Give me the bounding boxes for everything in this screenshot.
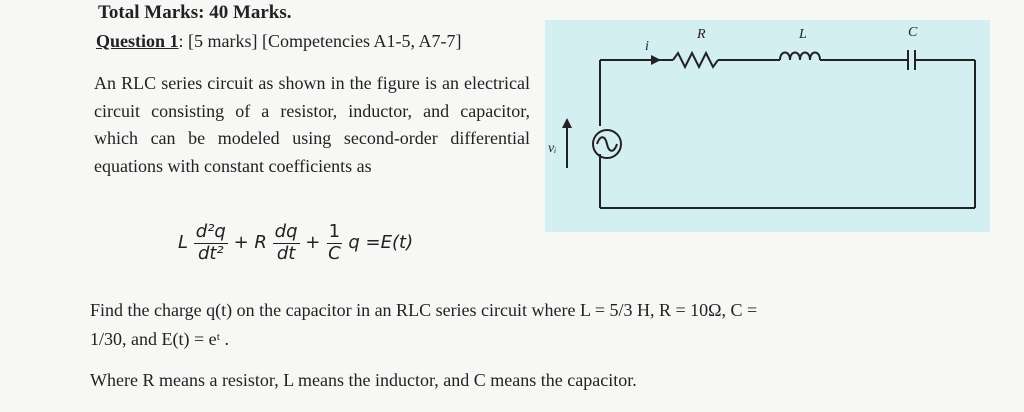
eq-frac-d2q-dt2 [194,222,228,264]
eq-frac-1-C [326,222,343,264]
eq-plus-2: + [305,232,321,254]
question-paragraph: An RLC series circuit as shown in the figure is an electrical circuit consisting of a resistor, inductor, and capacitor, which can be modeled using second-order differential equations with constant coefficients as [94,73,530,176]
eq-dt: dt [276,242,296,264]
eq-rhs: q =E(t) [348,232,414,254]
find-line-1: Find the charge q(t) on the capacitor in an RLC series circuit where L = 5/3 H, R = 10Ω, C = [90,300,758,320]
eq-dq: dq [274,221,298,242]
inductor-label: L [799,27,807,42]
capacitor-label: C [908,25,918,40]
where-statement: Where R means a resistor, L means the inductor, and C means the capacitor. [90,370,637,390]
question-heading [96,31,461,52]
eq-C: C [328,242,341,264]
total-marks: Total Marks: 40 Marks. [98,2,292,23]
eq-R: R [254,232,267,254]
eq-plus-1: + [233,232,249,254]
eq-d2q: d²q [195,221,226,242]
source-label: vᵢ [548,141,557,156]
rlc-circuit-diagram [545,20,990,232]
eq-dt2: dt² [197,242,224,264]
eq-one: 1 [328,221,341,242]
differential-equation [178,222,413,264]
eq-L: L [178,232,189,254]
eq-frac-dq-dt [273,222,300,264]
question-label: Question 1 [96,31,179,51]
find-statement [90,296,757,354]
question-details: : [5 marks] [Competencies A1-5, A7-7] [178,31,462,51]
resistor-label: R [697,27,706,42]
current-label: i [645,39,649,54]
circuit-background [545,20,990,232]
find-line-2: 1/30, and E(t) = eᵗ . [90,329,230,349]
